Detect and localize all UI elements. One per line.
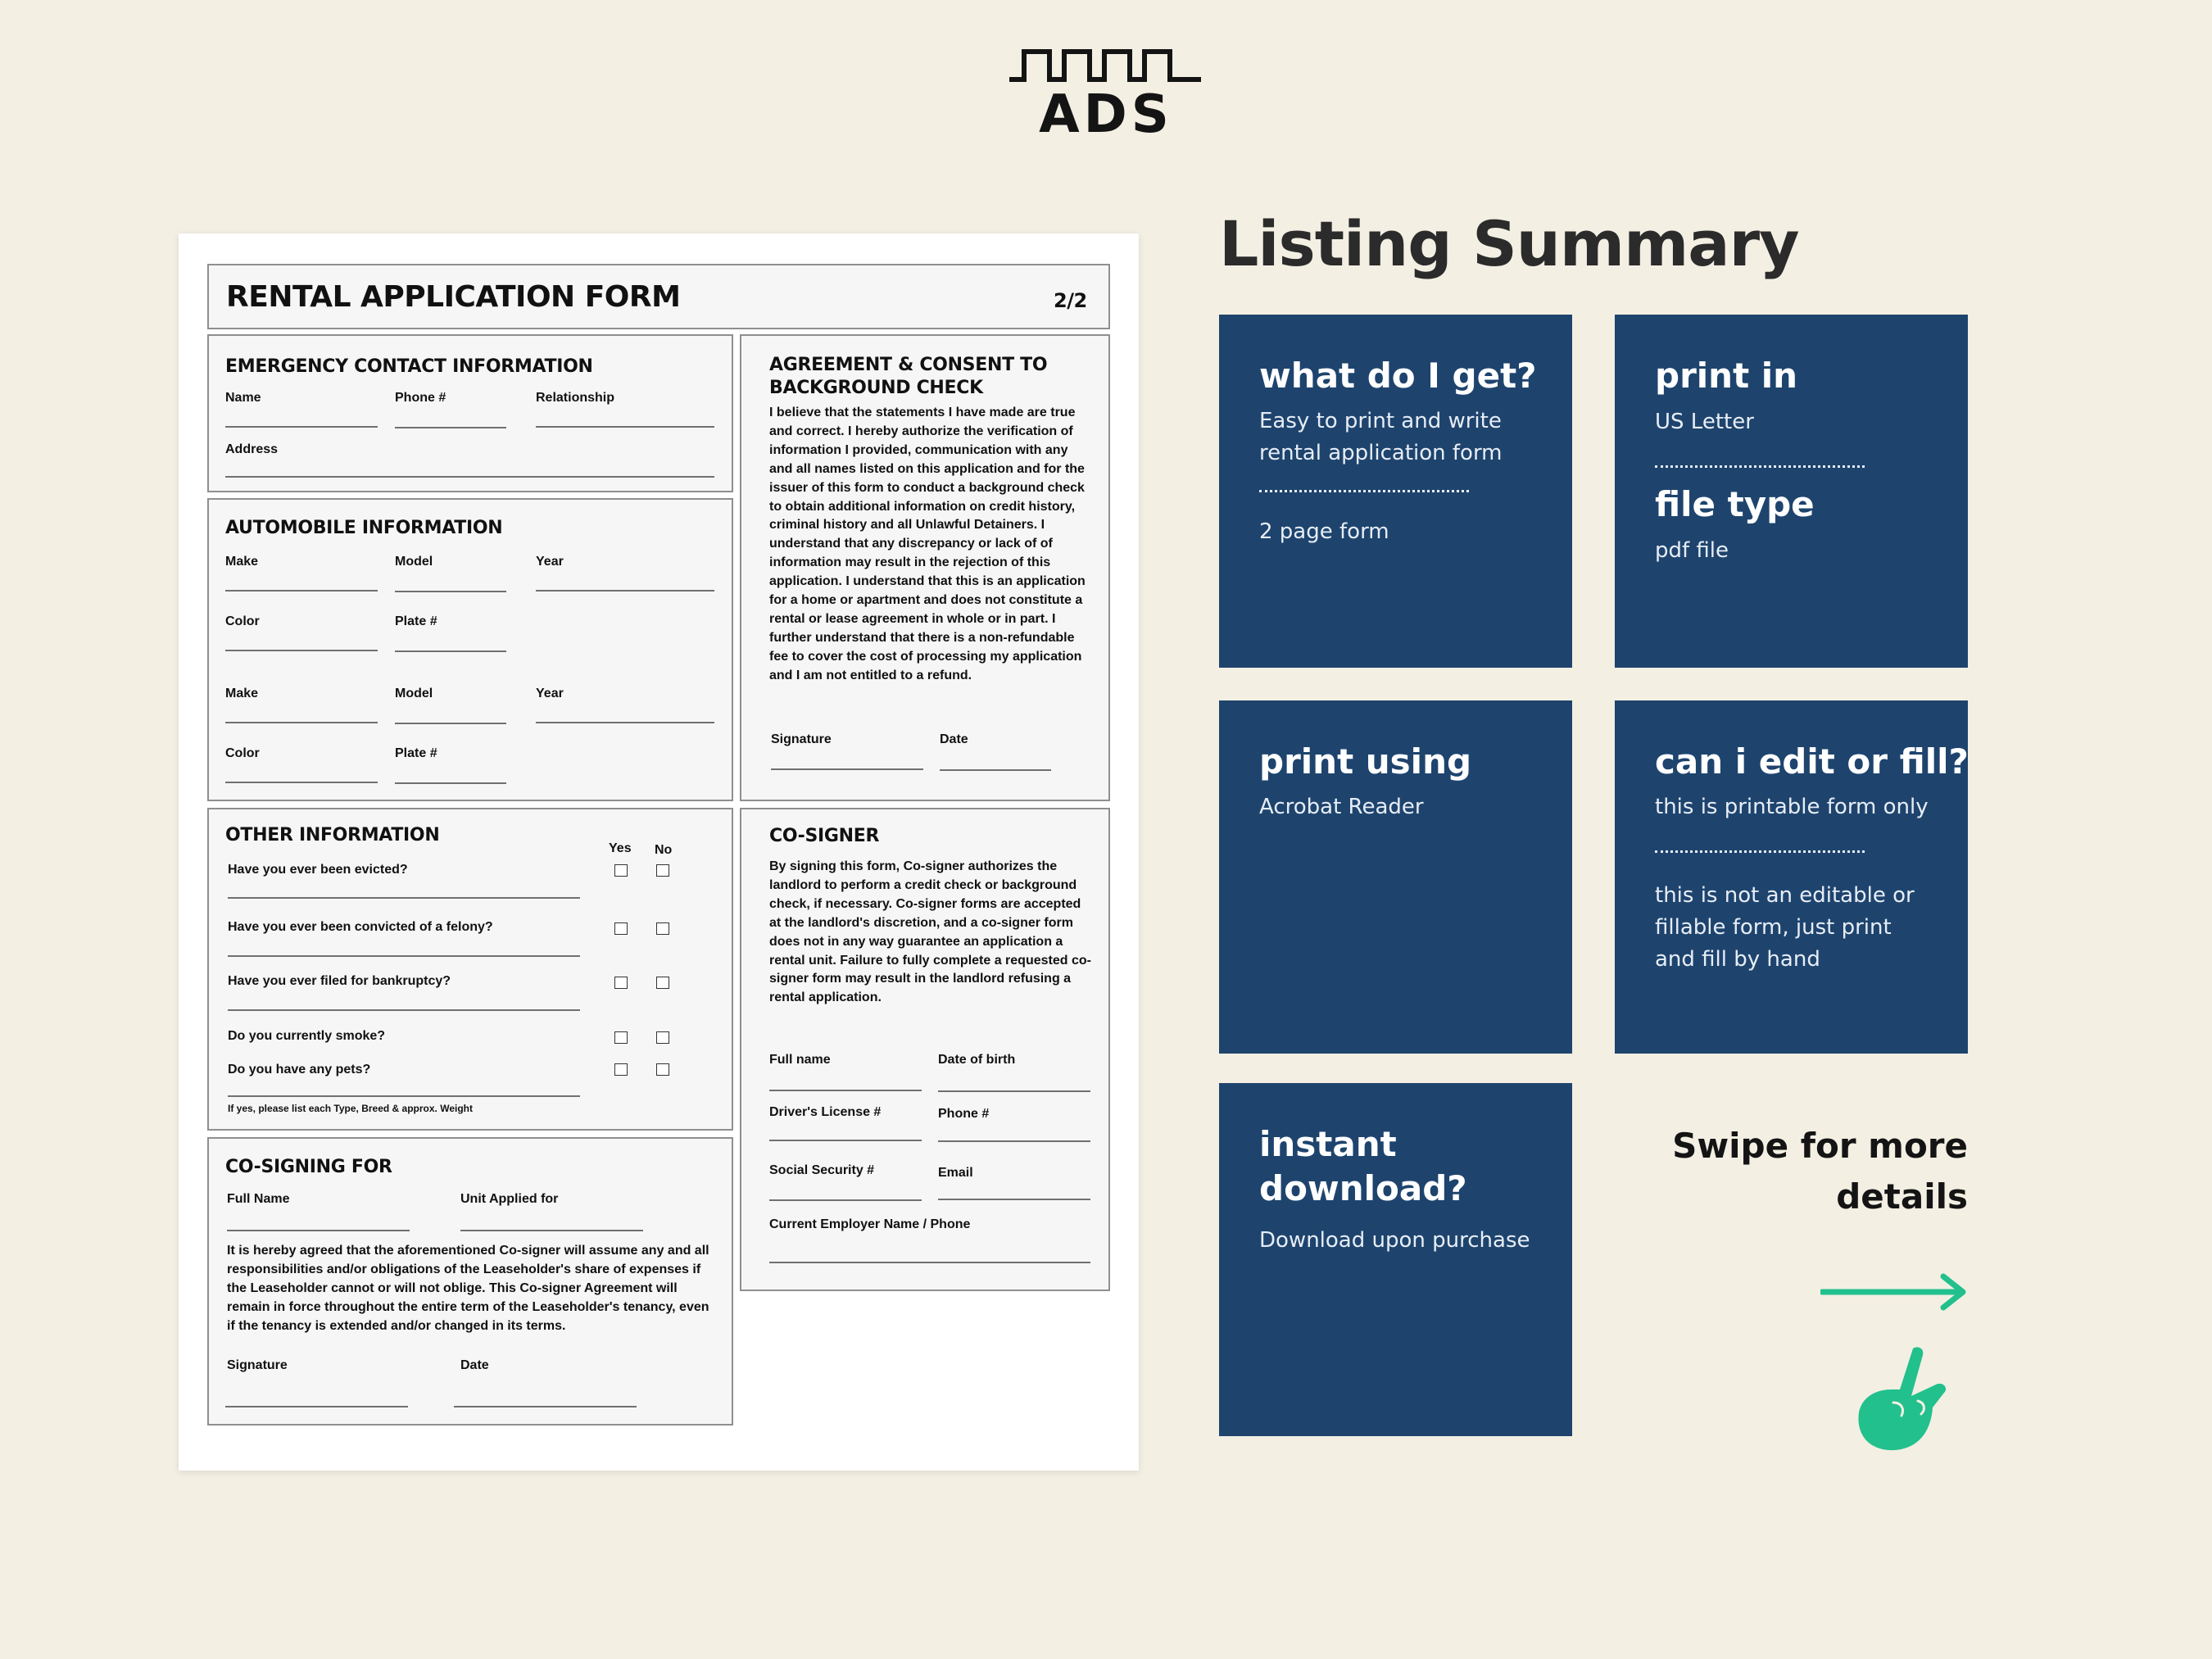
- swipe-line2: details: [1836, 1176, 1968, 1217]
- cosigner-ssn-label: Social Security #: [769, 1163, 875, 1177]
- cosigner-employer-label: Current Employer Name / Phone: [769, 1217, 971, 1231]
- question-evicted: Have you ever been evicted?: [228, 863, 408, 877]
- card5-heading-line2: download?: [1259, 1168, 1467, 1208]
- cosigner-employer-line: [769, 1262, 1090, 1263]
- card2-divider: [1655, 465, 1865, 468]
- bankruptcy-no-checkbox: [656, 977, 669, 989]
- form-preview: [179, 233, 1139, 1471]
- question-felony: Have you ever been convicted of a felony?: [228, 920, 493, 934]
- auto1-color-line: [225, 650, 378, 651]
- cosigning-unit-line: [460, 1230, 643, 1231]
- cosigning-unit-label: Unit Applied for: [460, 1192, 559, 1206]
- auto2-make-label: Make: [225, 687, 259, 700]
- cosigning-signature-line: [225, 1406, 408, 1407]
- auto2-color-label: Color: [225, 746, 260, 760]
- cosigner-fullname-line: [769, 1090, 922, 1091]
- cosigner-phone-line: [938, 1140, 1090, 1142]
- evicted-line: [228, 897, 580, 899]
- auto2-make-line: [225, 722, 378, 723]
- form-page-number: 2/2: [1054, 289, 1087, 312]
- card1-text: Easy to print and write rental application form: [1259, 409, 1503, 465]
- bankruptcy-line: [228, 1009, 580, 1011]
- agreement-date-line: [940, 769, 1051, 771]
- cosigner-text: By signing this form, Co-signer authorizes the landlord to perform a credit check or background check, if necessary. Co-signer forms are accepted at the landlord's discretion, and a co-signer form does not in any way guarantee an application a rental unit. Failure to fully complete a requested co-signer form may result in the landlord refusing a rental application.: [769, 859, 1091, 1005]
- listing-summary-title: Listing Summary: [1219, 207, 1799, 280]
- cosigning-agreement-text: It is hereby agreed that the aforementioned Co-signer will assume any and all responsibilities and/or obligations of the Leaseholder's share of expenses if the Leaseholder cannot or will not oblige. This Co-signer Agreement will remain in force throughout the entire term of the Leaseholder's tenancy, even if the tenancy is extended and/or changed in its terms.: [227, 1244, 709, 1333]
- emergency-relationship-line: [536, 426, 714, 428]
- card1-heading: what do I get?: [1259, 356, 1537, 396]
- card5-text: Download upon purchase: [1259, 1228, 1530, 1253]
- card1-divider: [1259, 490, 1469, 492]
- emergency-name-label: Name: [225, 391, 261, 405]
- auto1-color-label: Color: [225, 614, 260, 628]
- logo-text: ADS: [1039, 84, 1173, 145]
- auto2-model-line: [395, 723, 506, 724]
- other-no-header: No: [655, 843, 673, 857]
- auto2-color-line: [225, 782, 378, 783]
- card3-heading: print using: [1259, 741, 1472, 782]
- emergency-address-line: [225, 476, 714, 478]
- card4-text-printable: this is printable form only: [1655, 795, 1929, 819]
- card4-text-not-editable: this is not an editable or fillable form, just print and fill by hand: [1655, 883, 1915, 972]
- card2-heading-print-in: print in: [1655, 356, 1798, 396]
- cosigner-fullname-label: Full name: [769, 1053, 831, 1067]
- card2-text-paper: US Letter: [1655, 410, 1754, 434]
- card-instant-download: [1219, 1083, 1572, 1436]
- evicted-yes-checkbox: [614, 864, 628, 877]
- card-print-using: [1219, 700, 1572, 1054]
- card5-heading-line1: instant: [1259, 1124, 1397, 1164]
- felony-line: [228, 955, 580, 957]
- emergency-phone-line: [395, 427, 506, 428]
- card2-heading-file-type: file type: [1655, 484, 1815, 524]
- smoke-yes-checkbox: [614, 1031, 628, 1044]
- card4-divider: [1655, 850, 1865, 853]
- emergency-heading: EMERGENCY CONTACT INFORMATION: [225, 356, 593, 377]
- auto2-plate-label: Plate #: [395, 746, 437, 760]
- pets-no-checkbox: [656, 1063, 669, 1076]
- pets-yes-checkbox: [614, 1063, 628, 1076]
- bankruptcy-yes-checkbox: [614, 977, 628, 989]
- emergency-phone-label: Phone #: [395, 391, 446, 405]
- emergency-name-line: [225, 426, 378, 428]
- other-info-heading: OTHER INFORMATION: [225, 825, 440, 845]
- cosigning-fullname-line: [227, 1230, 410, 1231]
- cosigner-heading: CO-SIGNER: [769, 826, 880, 846]
- cosigner-license-label: Driver's License #: [769, 1105, 882, 1119]
- pets-line: [228, 1095, 580, 1097]
- card1-extra: 2 page form: [1259, 519, 1389, 544]
- card4-heading: can i edit or fill?: [1655, 741, 1969, 782]
- pets-note: If yes, please list each Type, Breed & approx. Weight: [228, 1103, 473, 1114]
- auto1-model-label: Model: [395, 555, 433, 569]
- smoke-no-checkbox: [656, 1031, 669, 1044]
- auto1-model-line: [395, 591, 506, 592]
- cosigning-for-heading: CO-SIGNING FOR: [225, 1157, 392, 1177]
- agreement-heading: AGREEMENT & CONSENT TO BACKGROUND CHECK: [769, 355, 1048, 398]
- cosigner-dob-label: Date of birth: [938, 1053, 1016, 1067]
- agreement-date-label: Date: [940, 732, 968, 746]
- auto1-make-line: [225, 590, 378, 592]
- agreement-text: I believe that the statements I have made are true and correct. I hereby authorize the verification of information I provided, communication with any and all names listed on this application and for the issuer of this form to conduct a background check to obtain additional information on credit history, criminal history and all Unlawful Detainers. I understand that any discrepancy or lack of of information may result in the rejection of this application. I understand that this is an application for a home or apartment and does not constitute a rental or lease agreement in whole or in part. I further understand that there is a non-refundable fee to cover the cost of processing my application and I am not entitled to a refund.: [769, 406, 1086, 682]
- felony-no-checkbox: [656, 922, 669, 935]
- hand-pointer-icon: [1847, 1344, 1954, 1458]
- ads-logo-icon: [1008, 45, 1204, 86]
- swipe-line1: Swipe for more: [1672, 1126, 1968, 1166]
- auto1-make-label: Make: [225, 555, 259, 569]
- cosigner-phone-label: Phone #: [938, 1107, 990, 1121]
- card2-text-file: pdf file: [1655, 538, 1729, 563]
- cosigning-fullname-label: Full Name: [227, 1192, 290, 1206]
- emergency-address-label: Address: [225, 442, 279, 456]
- emergency-relationship-label: Relationship: [536, 391, 615, 405]
- cosigner-license-line: [769, 1140, 922, 1141]
- cosigner-dob-line: [938, 1090, 1090, 1092]
- swipe-hint: [1640, 1121, 1968, 1222]
- evicted-no-checkbox: [656, 864, 669, 877]
- card3-text: Acrobat Reader: [1259, 795, 1424, 819]
- auto2-year-line: [536, 722, 714, 723]
- auto1-year-line: [536, 590, 714, 592]
- auto1-plate-label: Plate #: [395, 614, 437, 628]
- form-title: RENTAL APPLICATION FORM: [226, 280, 681, 314]
- arrow-right-icon: [1820, 1271, 1969, 1312]
- auto2-model-label: Model: [395, 687, 433, 700]
- felony-yes-checkbox: [614, 922, 628, 935]
- question-bankruptcy: Have you ever filed for bankruptcy?: [228, 974, 451, 988]
- ads-logo: [1008, 45, 1204, 143]
- question-smoke: Do you currently smoke?: [228, 1029, 386, 1043]
- auto2-year-label: Year: [536, 687, 564, 700]
- cosigner-email-label: Email: [938, 1166, 973, 1180]
- card-what-do-i-get: [1219, 315, 1572, 668]
- cosigning-signature-label: Signature: [227, 1358, 288, 1372]
- auto2-plate-line: [395, 782, 506, 784]
- auto1-plate-line: [395, 650, 506, 652]
- agreement-signature-line: [771, 768, 923, 770]
- auto1-year-label: Year: [536, 555, 564, 569]
- agreement-signature-label: Signature: [771, 732, 832, 746]
- card-edit-or-fill: [1615, 700, 1968, 1054]
- other-yes-header: Yes: [609, 841, 632, 855]
- cosigning-date-label: Date: [460, 1358, 489, 1372]
- card-print-in: [1615, 315, 1968, 668]
- cosigning-date-line: [454, 1406, 637, 1407]
- cosigner-ssn-line: [769, 1199, 922, 1201]
- cosigner-email-line: [938, 1199, 1090, 1200]
- question-pets: Do you have any pets?: [228, 1063, 371, 1077]
- automobile-heading: AUTOMOBILE INFORMATION: [225, 518, 503, 538]
